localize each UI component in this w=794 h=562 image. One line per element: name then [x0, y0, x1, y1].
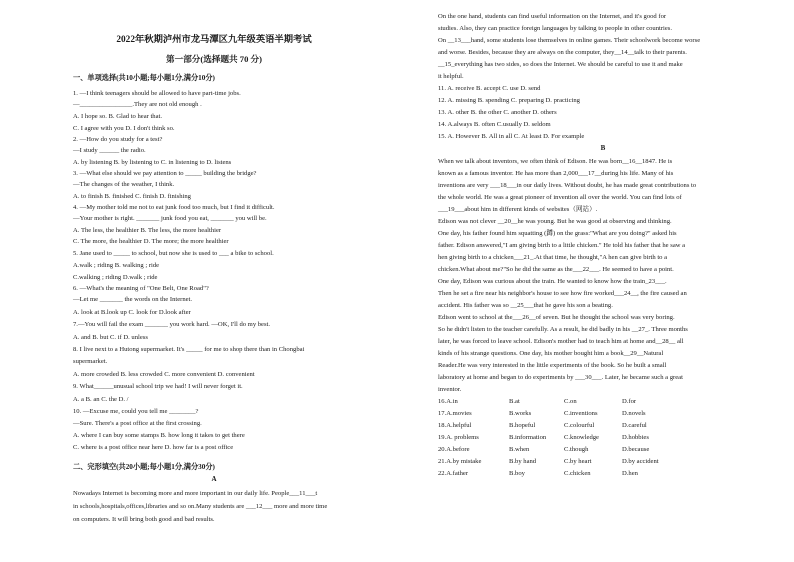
section-one-heading: 一、单项选择(共10小题;每小题1分,满分10分): [73, 74, 215, 82]
text-line: the whole world. He was a great pioneer of invention all over the world. You can find lots of: [438, 194, 682, 201]
text-line: When we talk about inventors, we often think of Edison. He was born__16__1847. He is: [438, 158, 673, 165]
option-choice: D.novels: [622, 410, 646, 417]
text-line: A. I hope so. B. Glad to hear that.: [73, 113, 162, 120]
text-line: —Your mother is right. _______ junk food you eat, _______ you will be.: [73, 215, 267, 222]
text-line: hen giving birth to a chicken___21_.At that time, he thought,"A hen can give birth to a: [438, 254, 668, 261]
text-line: So he didn't listen to the teacher carefully. As a result, he did badly in his __27_. Three months: [438, 326, 688, 333]
option-choice: C.by heart: [564, 458, 592, 465]
text-line: inventions are very ___18___in our daily lives. Without doubt, he has made great contributions to: [438, 182, 697, 189]
option-choice: D.for: [622, 398, 637, 405]
option-choice: B.boy: [509, 470, 525, 477]
option-choice: C.chicken: [564, 470, 591, 477]
text-line: One day, his father found him squatting (蹲) on the grass:"What are you doing?" asked his: [438, 230, 677, 237]
section-two-heading: 二、完形填空(共20小题;每小题1分,满分30分): [73, 463, 215, 471]
text-line: kinds of his strange questions. One day, his mother bought him a book__29__Natural: [438, 350, 664, 357]
option-number-a: 19.A. problems: [438, 434, 479, 441]
text-line: —Let me _______ the words on the Internet.: [73, 296, 193, 303]
text-line: 9. What______unusual school trip we had! I will never forget it.: [73, 383, 243, 390]
text-line: 13. A. other B. the other C. another D. others: [438, 109, 557, 116]
text-line: on computers. It will bring both good and bad results.: [73, 516, 215, 523]
text-line: On the one hand, students can find useful information on the Internet, and it's good for: [438, 13, 667, 20]
text-line: C. where is a post office near here D. how far is a post office: [73, 444, 234, 451]
option-choice: B.by hand: [509, 458, 537, 465]
text-line: chicken.What about me?"So he did the same as the___22___. He seemed to have a point.: [438, 266, 674, 273]
text-line: and worse. Besides, because they are always on the computer, they__14__talk to their parents.: [438, 49, 687, 56]
part-one-heading: 第一部分(选择题共 70 分): [166, 54, 262, 64]
option-choice: C.on: [564, 398, 577, 405]
text-line: Edison went to school at the___26__of seven. But he thought the school was very boring.: [438, 314, 675, 321]
text-line: 15. A. However B. All in all C. At least D. For example: [438, 133, 585, 140]
text-line: later, he was forced to leave school. Edison's mother had to teach him at home and__28__ all: [438, 338, 684, 345]
option-choice: C.knowledge: [564, 434, 599, 441]
text-line: inventor.: [438, 386, 462, 393]
text-line: A. where I can buy some stamps B. how long it takes to get there: [73, 432, 245, 439]
text-line: Nowadays Internet is becoming more and more important in our daily life. People___11___t: [73, 490, 318, 497]
option-number-a: 22.A.father: [438, 470, 469, 477]
text-line: A. to finish B. finished C. finish D. finishing: [73, 193, 191, 200]
text-line: father. Edison answered,"I am giving birth to a little chicken." He told his father that he saw a: [438, 242, 686, 249]
option-number-a: 20.A.before: [438, 446, 470, 453]
passage-a-label: A: [211, 475, 217, 483]
text-line: Reader.He was very interested in the little experiments of the book. So he built a small: [438, 362, 667, 369]
option-number-a: 16.A.in: [438, 398, 458, 405]
text-line: A. a B. an C. the D. /: [73, 396, 129, 403]
text-line: 5. Jane used to _____ to school, but now she is used to ___ a bike to school.: [73, 250, 274, 257]
text-line: —________________.They are not old enough .: [73, 101, 202, 108]
text-line: A. by listening B. by listening to C. in listening to D. listens: [73, 159, 232, 166]
option-choice: B.hopeful: [509, 422, 536, 429]
text-line: studies. Also, they can practice foreign languages by talking to people in other countries.: [438, 25, 673, 32]
text-line: it helpful.: [438, 73, 464, 80]
text-line: 6. —What's the meaning of "One Belt, One Road"?: [73, 285, 209, 292]
text-line: On __13___hand, some students lose themselves in online games. Their schoolwork become worse: [438, 37, 701, 44]
text-line: 8. I live next to a Hutong supermarket. It's _____ for me to shop there than in Chongbai: [73, 346, 305, 353]
text-line: C. The more, the healthier D. The more; the more healthier: [73, 238, 229, 245]
option-choice: C.though: [564, 446, 589, 453]
option-choice: D.hobbies: [622, 434, 649, 441]
text-line: 3. —What else should we pay attention to _____ building the bridge?: [73, 170, 257, 177]
passage-b-label: B: [600, 144, 606, 152]
text-line: A. look at B.look up C. look for D.look after: [73, 309, 191, 316]
exam-title: 2022年秋期泸州市龙马潭区九年级英语半期考试: [116, 35, 312, 45]
text-line: —I study ______ the radio.: [73, 147, 146, 154]
text-line: 10. —Excuse me, could you tell me ________?: [73, 408, 199, 415]
option-choice: D.because: [622, 446, 650, 453]
option-choice: D.hen: [622, 470, 638, 477]
option-choice: B.works: [509, 410, 532, 417]
text-line: 1. —I think teenagers should be allowed to have part-time jobs.: [73, 90, 241, 97]
text-line: supermarket.: [73, 358, 108, 365]
text-line: 4. —My mother told me not to eat junk food too much, but I find it difficult.: [73, 204, 275, 211]
text-line: C.walking ; riding D.walk ; ride: [73, 274, 158, 281]
text-line: accident. His father was so __25___that he gave his son a beating.: [438, 302, 613, 309]
text-line: in schools,hospitals,offices,libraries and so on.Many students are ___12___ more and more time: [73, 503, 328, 510]
text-line: A. The less, the healthier B. The less, the more healthier: [73, 227, 222, 234]
text-line: A.walk ; riding B. walking ; ride: [73, 262, 160, 269]
text-line: A. and B. but C. if D. unless: [73, 334, 148, 341]
text-line: 12. A. missing B. spending C. preparing D. practicing: [438, 97, 580, 104]
option-choice: B.information: [509, 434, 547, 441]
text-line: One day, Edison was curious about the train. He wanted to know how the train_23___.: [438, 278, 667, 285]
text-line: known as a famous inventor. He has more than 2,000___17__during his life. Many of his: [438, 170, 674, 177]
text-line: C. I agree with you D. I don't think so.: [73, 125, 175, 132]
text-line: Edison was not clever __20__he was young. But he was good at observing and thinking.: [438, 218, 672, 225]
option-choice: D.by accident: [622, 458, 659, 465]
option-number-a: 18.A.helpful: [438, 422, 472, 429]
text-line: —The changes of the weather, I think.: [73, 181, 175, 188]
option-number-a: 21.A.by mistake: [438, 458, 482, 465]
option-choice: C.colourful: [564, 422, 595, 429]
option-choice: B.when: [509, 446, 530, 453]
text-line: Then he set a fire near his neighbor's house to see how fire worked___24__, the fire caused an: [438, 290, 687, 297]
text-line: 14. A.always B. often C.usually D. seldom: [438, 121, 551, 128]
text-line: A. more crowded B. less crowded C. more convenient D. convenient: [73, 371, 255, 378]
text-line: 7.—You will fail the exam _______ you work hard. —OK, I'll do my best.: [73, 321, 271, 328]
option-choice: D.careful: [622, 422, 647, 429]
text-line: laboratory at home and began to do experiments by ___30___. Later, he became such a great: [438, 374, 683, 381]
text-line: __15_everything has two sides, so does the Internet. We should be careful to use it and make: [438, 61, 683, 68]
option-choice: B.at: [509, 398, 520, 405]
text-line: —Sure. There's a post office at the first crossing.: [73, 420, 202, 427]
text-line: ___19___about him in different kinds of websites（网站）.: [438, 206, 598, 213]
text-line: 2. —How do you study for a test?: [73, 136, 163, 143]
option-choice: C.inventions: [564, 410, 598, 417]
option-number-a: 17.A.movies: [438, 410, 472, 417]
text-line: 11. A. receive B. accept C. use D. send: [438, 85, 541, 92]
